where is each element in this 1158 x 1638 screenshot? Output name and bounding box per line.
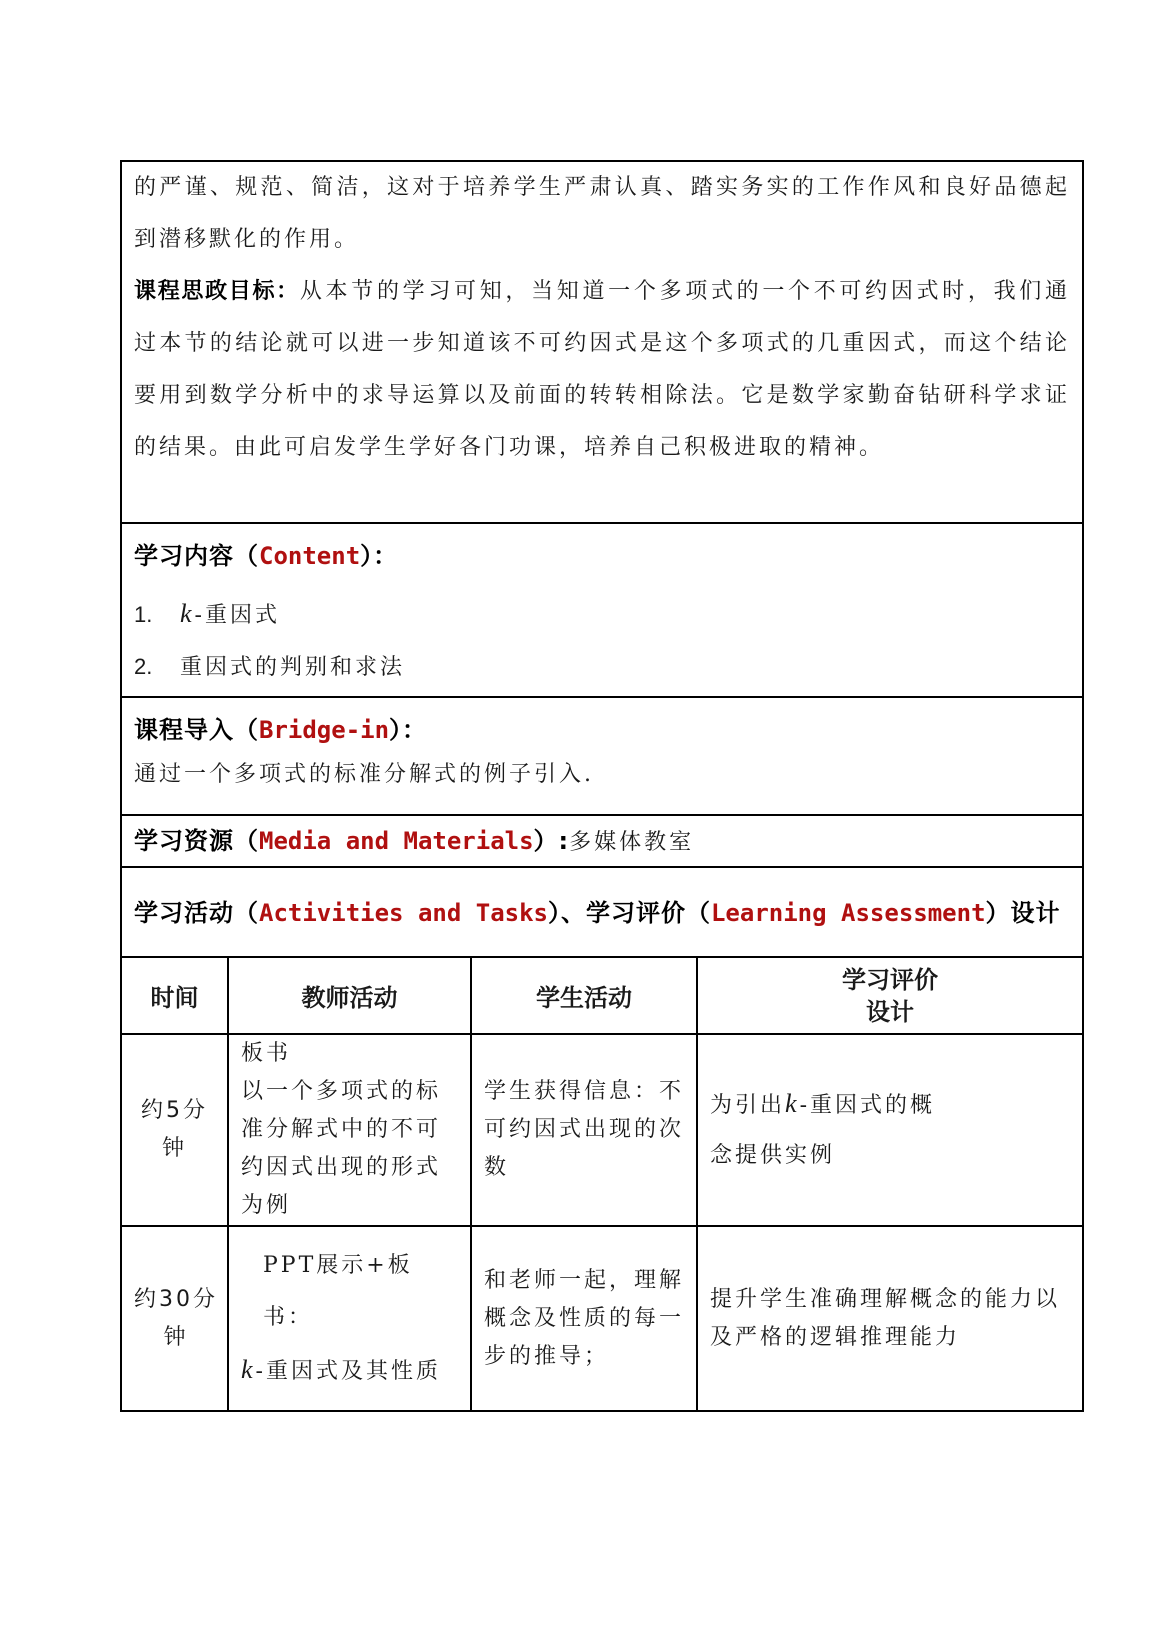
header-student: 学生活动 — [471, 958, 697, 1034]
bridge-text: 通过一个多项式的标准分解式的例子引入. — [134, 762, 594, 787]
k-variable: k — [180, 599, 195, 628]
header-time: 时间 — [122, 958, 228, 1034]
table-header-row — [122, 958, 1082, 1034]
content-heading: 学习内容（Content）： — [134, 542, 399, 570]
content-item-2: 2. 重因式的判别和求法 — [134, 654, 406, 680]
table-row — [122, 1226, 1082, 1410]
row2-student: 和老师一起，理解概念及性质的每一步的推导； — [471, 1226, 697, 1410]
row1-student: 学生获得信息：不可约因式出现的次数 — [471, 1034, 697, 1226]
objectives-text — [134, 162, 1070, 474]
activities-table-section — [122, 958, 1082, 1410]
activities-en: Activities and Tasks — [259, 899, 548, 927]
morality-line: 的严谨、规范、简洁，这对于培养学生严肃认真、踏实务实的工作作风和良好品 — [134, 175, 1020, 200]
content-en: Content — [259, 542, 361, 570]
media-section: 学习资源（Media and Materials）:多媒体教室 — [122, 816, 1082, 868]
media-text: 多媒体教室 — [569, 830, 695, 855]
k-variable: k — [241, 1354, 256, 1384]
bridge-heading: 课程导入（Bridge-in）： — [134, 716, 428, 744]
media-en: Media and Materials — [259, 827, 534, 855]
ideology-goal-text: 从本节的学习可知，当知道一个多项式的一个不可约因式时，我们通过本节的结论就可以进一步知道该不可约因式是这个多项式的几重因式，而这个结论要用到数学分析中的求导运算以及前面的转转相除法。它是数学家勤奋钻研科学求证的结果。由此可启发学生学好各门功课，培养自己积极进取的精神。 — [134, 279, 1070, 460]
header-eval: 学习评价设计 — [697, 958, 1082, 1034]
table-row — [122, 1034, 1082, 1226]
content-item-1: 1. k-重因式 — [134, 599, 280, 628]
activities-table — [122, 958, 1082, 1410]
header-teacher: 教师活动 — [228, 958, 471, 1034]
k-variable: k — [785, 1089, 800, 1118]
lesson-plan-frame — [120, 160, 1084, 1412]
objectives-section — [122, 162, 1082, 524]
bridge-section — [122, 698, 1082, 816]
row2-teacher-line2: k-重因式及其性质 — [241, 1354, 441, 1384]
ideology-goal-label: 课程思政目标： — [134, 279, 300, 304]
activities-heading-section: 学习活动（Activities and Tasks）、学习评价（Learning Assessment）设计 — [122, 868, 1082, 958]
row1-time: 约5分钟 — [122, 1034, 228, 1226]
assessment-en: Learning Assessment — [710, 899, 986, 927]
row2-time: 约30分钟 — [122, 1226, 228, 1410]
bridge-en: Bridge-in — [259, 716, 390, 744]
content-section — [122, 524, 1082, 698]
row2-teacher — [228, 1226, 471, 1410]
row1-teacher: 板书 以一个多项式的标准分解式中的不可约因式出现的形式为例 — [228, 1034, 471, 1226]
row1-eval: 为引出k-重因式的概念提供实例 — [697, 1034, 1082, 1226]
row2-eval: 提升学生准确理解概念的能力以及严格的逻辑推理能力 — [697, 1226, 1082, 1410]
row2-teacher-line1: PPT展示+板书： — [263, 1252, 413, 1330]
morality-line-end: 德起到潜移默化的作用。 — [134, 175, 1070, 252]
